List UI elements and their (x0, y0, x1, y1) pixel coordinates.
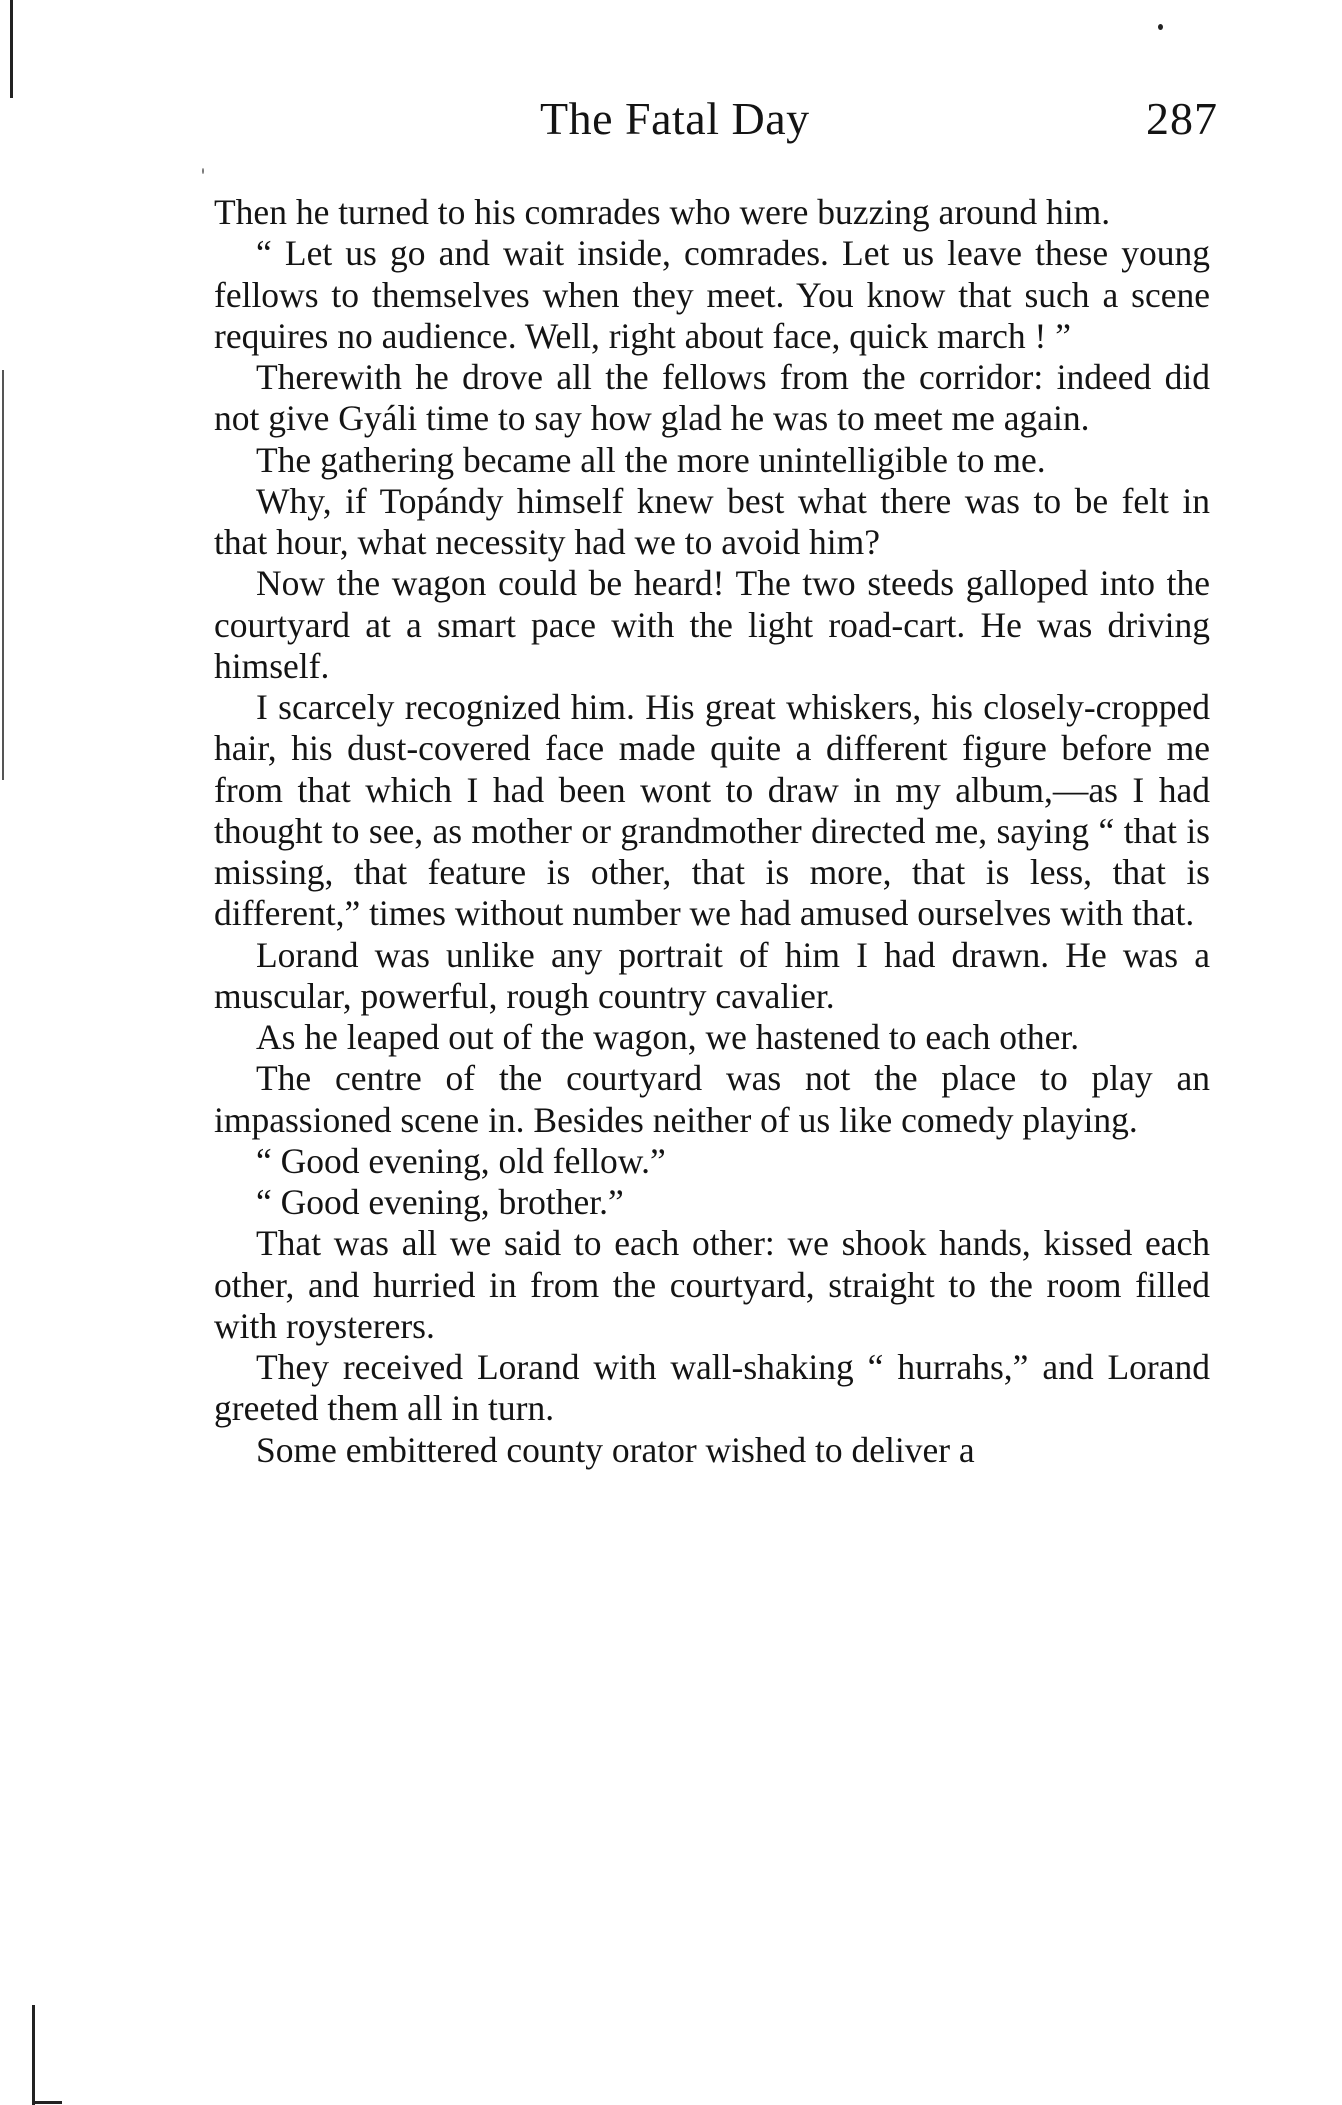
paragraph: Then he turned to his comrades who were buzzing around him. (214, 192, 1111, 232)
scan-speck (1158, 24, 1163, 30)
paragraph: As he leaped out of the wagon, we hastened to each other. (256, 1017, 1080, 1057)
scan-edge-line (2, 370, 4, 780)
scan-speck (202, 168, 204, 174)
paragraph: “ Let us go and wait inside, comrades. Let us leave these young fellows to themselves when they meet. You know that such a scene requires no audience. Well, right about face, quick march ! ” (214, 233, 1210, 356)
running-title: The Fatal Day (540, 93, 810, 144)
paragraph: That was all we said to each other: we shook hands, kissed each other, and hurried in from the courtyard, straight to the room filled with roysterers. (214, 1223, 1210, 1346)
paragraph: Therewith he drove all the fellows from the corridor: indeed did not give Gyáli time to say how glad he was to meet me again. (214, 357, 1210, 439)
paragraph: Now the wagon could be heard! The two steeds galloped into the courtyard at a smart pace with the light road-cart. He was driving himself. (214, 563, 1210, 686)
paragraph: Lorand was unlike any portrait of him I had drawn. He was a muscular, powerful, rough country cavalier. (214, 934, 1210, 1016)
paragraph: “ Good evening, brother.” (256, 1182, 624, 1222)
scan-edge-line (32, 2005, 35, 2105)
paragraph: The centre of the courtyard was not the place to play an impassioned scene in. Besides neither of us like comedy playing. (214, 1058, 1210, 1140)
paragraph: The gathering became all the more unintelligible to me. (256, 439, 1046, 480)
paragraph: Some embittered county orator wished to deliver a (256, 1429, 975, 1470)
scan-edge-line (32, 2101, 62, 2104)
running-head (210, 92, 1218, 152)
paragraph: I scarcely recognized him. His great whiskers, his closely-cropped hair, his dust-covered face made quite a different figure before me from that which I had been wont to draw in my album,—as I had thought to see, as mother or grandmother directed me, saying “ that is missing, that feature is other, that is more, that is less, that is different,” times without number we had amused ourselves with that. (214, 687, 1210, 934)
page-number: 287 (1146, 93, 1218, 144)
scan-edge-line (10, 0, 13, 98)
paragraph: Why, if Topándy himself knew best what there was to be felt in that hour, what necessity had we to avoid him? (214, 480, 1210, 562)
paragraph: They received Lorand with wall-shaking “ hurrahs,” and Lorand greeted them all in turn. (214, 1347, 1210, 1429)
paragraph: “ Good evening, old fellow.” (256, 1140, 666, 1181)
body-text (214, 192, 1210, 1471)
